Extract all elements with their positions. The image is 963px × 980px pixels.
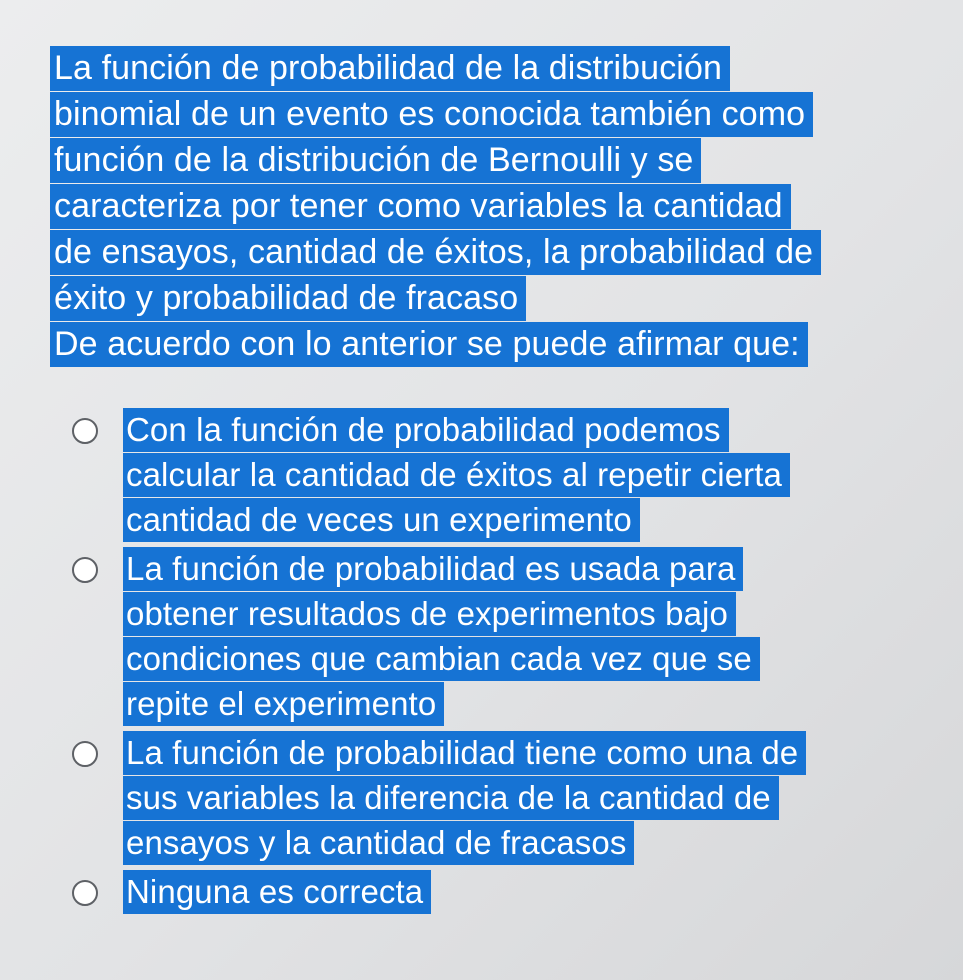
option-line: ensayos y la cantidad de fracasos (123, 821, 634, 865)
option-line: obtener resultados de experimentos bajo (123, 592, 736, 636)
question-line: La función de probabilidad de la distribución (50, 46, 730, 91)
answer-options (72, 408, 952, 919)
option-line: repite el experimento (123, 682, 444, 726)
answer-option-3[interactable] (72, 731, 952, 866)
option-label (123, 731, 806, 866)
option-line: sus variables la diferencia de la cantidad de (123, 776, 779, 820)
question-prompt: De acuerdo con lo anterior se puede afirmar que: (50, 322, 808, 367)
option-line: La función de probabilidad es usada para (123, 547, 743, 591)
option-label (123, 547, 760, 727)
answer-option-1[interactable] (72, 408, 952, 543)
answer-option-4[interactable] (72, 870, 952, 915)
question-line: binomial de un evento es conocida también como (50, 92, 813, 137)
option-line: cantidad de veces un experimento (123, 498, 640, 542)
answer-option-2[interactable] (72, 547, 952, 727)
radio-button-icon[interactable] (72, 418, 98, 444)
option-line: calcular la cantidad de éxitos al repetir cierta (123, 453, 790, 497)
radio-button-icon[interactable] (72, 557, 98, 583)
radio-button-icon[interactable] (72, 741, 98, 767)
option-line: Ninguna es correcta (123, 870, 431, 914)
question-line: éxito y probabilidad de fracaso (50, 276, 526, 321)
question-text (50, 46, 950, 368)
question-line: función de la distribución de Bernoulli y se (50, 138, 701, 183)
option-line: Con la función de probabilidad podemos (123, 408, 729, 452)
option-line: La función de probabilidad tiene como una de (123, 731, 806, 775)
option-label (123, 408, 790, 543)
option-label (123, 870, 431, 915)
question-line: caracteriza por tener como variables la cantidad (50, 184, 791, 229)
radio-button-icon[interactable] (72, 880, 98, 906)
option-line: condiciones que cambian cada vez que se (123, 637, 760, 681)
question-line: de ensayos, cantidad de éxitos, la probabilidad de (50, 230, 821, 275)
